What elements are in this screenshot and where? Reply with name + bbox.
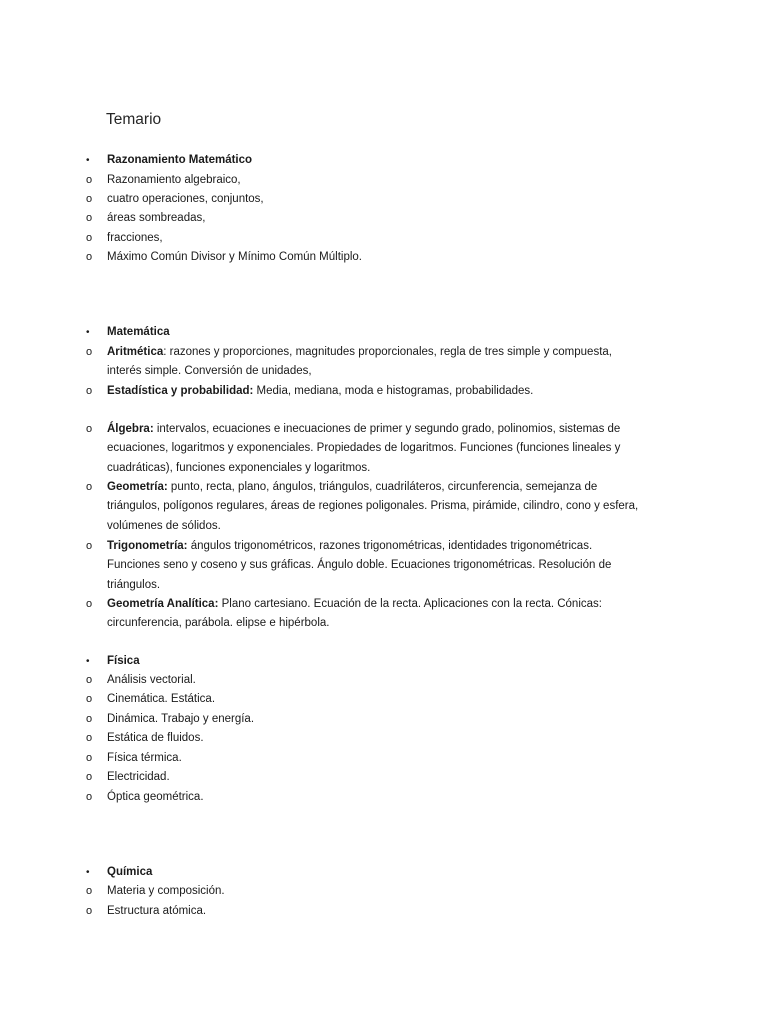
section-heading: Razonamiento Matemático bbox=[107, 154, 253, 166]
list-item-text: Dinámica. Trabajo y energía. bbox=[107, 713, 255, 725]
sub-marker: o bbox=[86, 713, 93, 725]
item-line: triángulos, polígonos regulares, áreas de regiones poligonales. Prisma, pirámide, cilindro, cono y esfera, bbox=[107, 500, 639, 513]
bullet-marker: • bbox=[86, 656, 90, 667]
item-sep: : bbox=[163, 346, 170, 358]
list-item-text: Materia y composición. bbox=[107, 885, 225, 897]
section-heading: Física bbox=[107, 655, 140, 667]
list-item-text bbox=[107, 382, 667, 401]
list-item-text: fracciones, bbox=[107, 232, 163, 244]
sub-marker: o bbox=[86, 251, 93, 263]
list-item-text: Análisis vectorial. bbox=[107, 674, 196, 686]
item-line: triángulos. bbox=[107, 578, 161, 591]
sub-marker: o bbox=[86, 752, 93, 764]
sub-marker: o bbox=[86, 771, 93, 783]
sub-marker: o bbox=[86, 885, 93, 897]
sub-marker: o bbox=[86, 423, 93, 435]
item-line: ángulos trigonométricos, razones trigonométricas, identidades trigonométricas. bbox=[190, 540, 593, 552]
sub-marker: o bbox=[86, 791, 93, 803]
sub-marker: o bbox=[86, 732, 93, 744]
list-item-text: Física térmica. bbox=[107, 752, 182, 764]
item-term: Geometría: bbox=[107, 481, 168, 493]
item-line: volúmenes de sólidos. bbox=[107, 519, 221, 532]
bullet-marker: • bbox=[86, 327, 90, 338]
list-item-text: Razonamiento algebraico, bbox=[107, 174, 241, 186]
item-line: interés simple. Conversión de unidades, bbox=[107, 365, 312, 378]
list-item-text bbox=[107, 595, 667, 634]
page-title: Temario bbox=[106, 111, 162, 128]
list-item-text: Óptica geométrica. bbox=[107, 791, 204, 803]
sub-marker: o bbox=[86, 346, 93, 358]
list-item-text bbox=[107, 420, 667, 478]
item-line: Media, mediana, moda e histogramas, probabilidades. bbox=[256, 385, 534, 397]
list-item-text: Cinemática. Estática. bbox=[107, 693, 216, 705]
list-item-text: Electricidad. bbox=[107, 771, 170, 783]
sub-marker: o bbox=[86, 174, 93, 186]
item-term: Geometría Analítica: bbox=[107, 598, 219, 610]
item-term: Álgebra: bbox=[107, 423, 154, 435]
list-item-text: áreas sombreadas, bbox=[107, 212, 206, 224]
sub-marker: o bbox=[86, 540, 93, 552]
list-item-text: Máximo Común Divisor y Mínimo Común Múltiplo. bbox=[107, 251, 362, 263]
sub-marker: o bbox=[86, 212, 93, 224]
item-term: Aritmética bbox=[107, 346, 164, 358]
section-heading: Matemática bbox=[107, 326, 170, 338]
sub-marker: o bbox=[86, 693, 93, 705]
item-line: ecuaciones, logaritmos y exponenciales. Propiedades de logaritmos. Funciones (funciones lineales y bbox=[107, 442, 621, 455]
list-item-text bbox=[107, 478, 667, 536]
item-line: circunferencia, parábola. elipse e hipérbola. bbox=[107, 617, 330, 630]
list-item-text bbox=[107, 537, 667, 595]
item-term: Estadística y probabilidad: bbox=[107, 385, 254, 397]
item-line: cuadráticas), funciones exponenciales y logaritmos. bbox=[107, 461, 371, 474]
sub-marker: o bbox=[86, 905, 93, 917]
item-line: intervalos, ecuaciones e inecuaciones de primer y segundo grado, polinomios, sistemas de bbox=[156, 423, 621, 435]
list-item-text: Estructura atómica. bbox=[107, 905, 207, 917]
bullet-marker: • bbox=[86, 867, 90, 878]
list-item-text: Estática de fluidos. bbox=[107, 732, 204, 744]
list-item-text bbox=[107, 343, 667, 382]
section-heading: Química bbox=[107, 866, 153, 878]
item-term: Trigonometría: bbox=[107, 540, 188, 552]
item-line: punto, recta, plano, ángulos, triángulos, cuadriláteros, circunferencia, semejanza de bbox=[170, 481, 598, 493]
item-line: Funciones seno y coseno y sus gráficas. Ángulo doble. Ecuaciones trigonométricas. Resolución de bbox=[107, 559, 612, 572]
sub-marker: o bbox=[86, 193, 93, 205]
sub-marker: o bbox=[86, 598, 93, 610]
sub-marker: o bbox=[86, 385, 93, 397]
item-line: Plano cartesiano. Ecuación de la recta. Aplicaciones con la recta. Cónicas: bbox=[221, 598, 602, 610]
list-item-text: cuatro operaciones, conjuntos, bbox=[107, 193, 264, 205]
sub-marker: o bbox=[86, 481, 93, 493]
sub-marker: o bbox=[86, 674, 93, 686]
sub-marker: o bbox=[86, 232, 93, 244]
item-line: razones y proporciones, magnitudes proporcionales, regla de tres simple y compuesta, bbox=[169, 346, 612, 358]
bullet-marker: • bbox=[86, 155, 90, 166]
